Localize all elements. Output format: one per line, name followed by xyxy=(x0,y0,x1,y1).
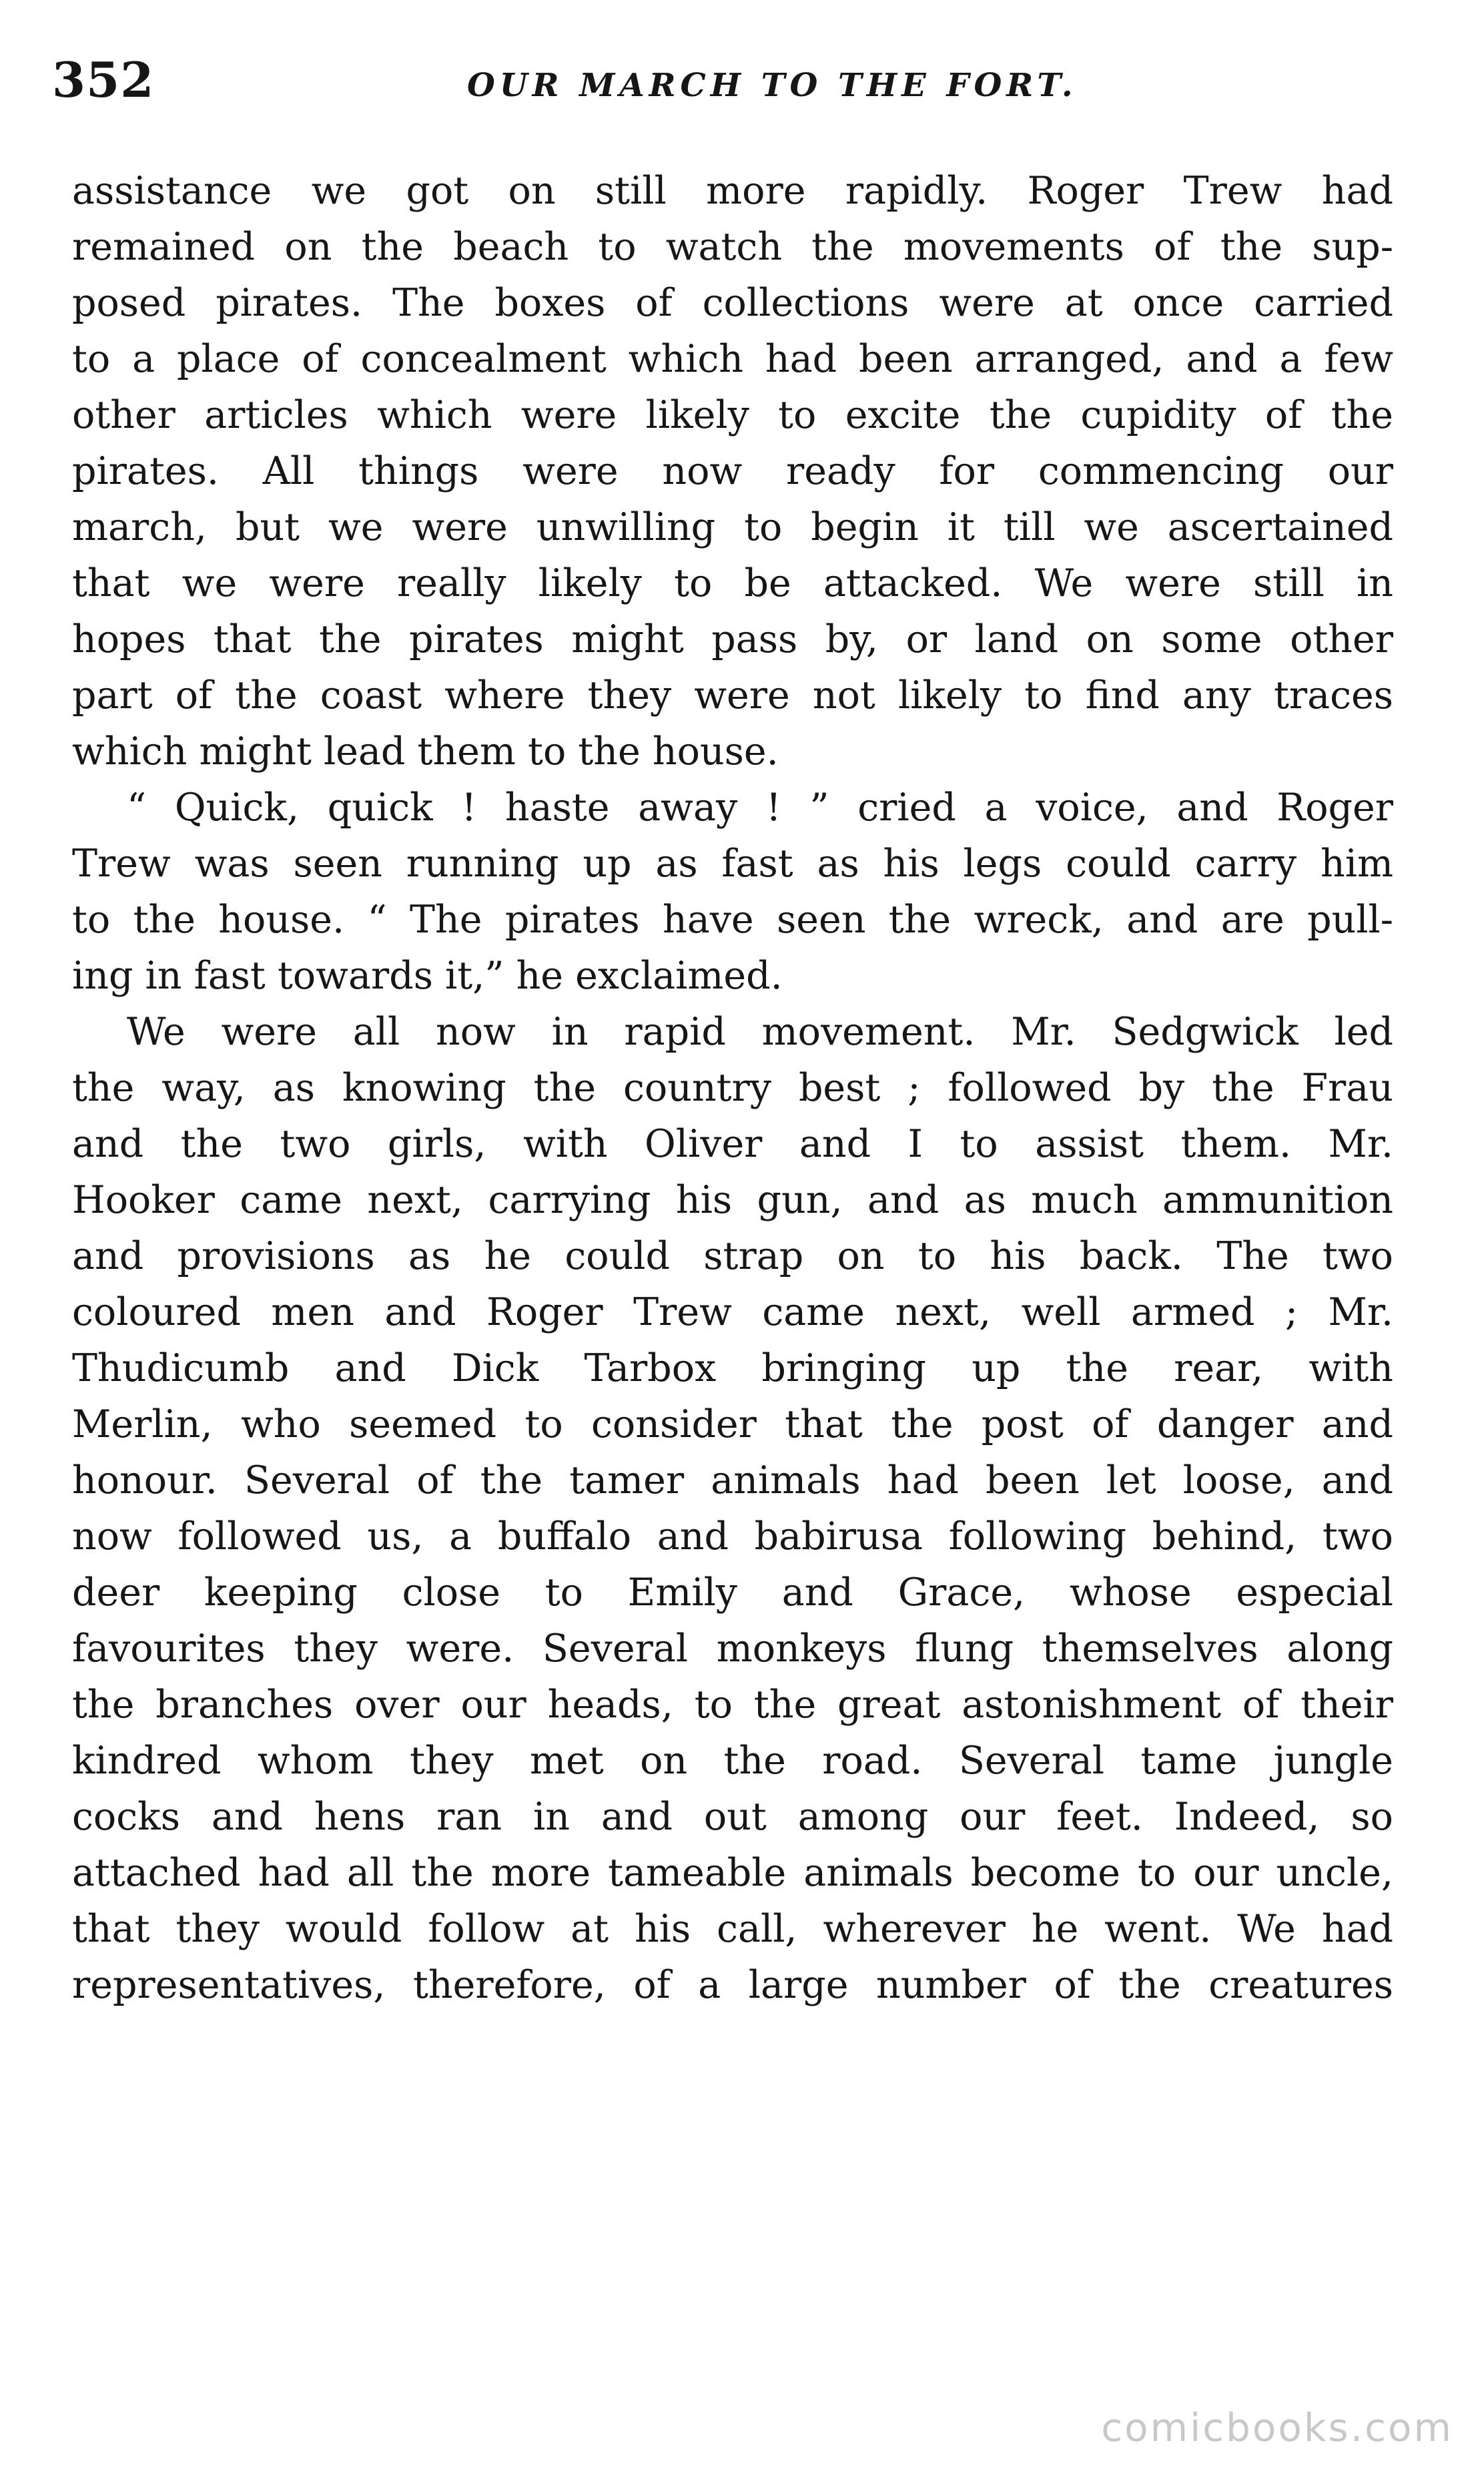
text-line: that we were really likely to be attacked. We were still in xyxy=(72,561,1393,605)
text-line: representatives, therefore, of a large number of the creatures xyxy=(72,1963,1393,2007)
text-line: and provisions as he could strap on to his back. The two xyxy=(72,1234,1393,1278)
paragraph-start-line: We were all now in rapid movement. Mr. Sedgwick led xyxy=(127,1010,1393,1054)
text-line: Merlin, who seemed to consider that the post of danger and xyxy=(72,1402,1393,1446)
text-line: Hooker came next, carrying his gun, and as much ammunition xyxy=(72,1178,1393,1222)
paragraph-end-line: ing in fast towards it,” he exclaimed. xyxy=(72,954,783,998)
paragraph-start-line: “ Quick, quick ! haste away ! ” cried a voice, and Roger xyxy=(127,786,1393,830)
text-line: kindred whom they met on the road. Several tame jungle xyxy=(72,1739,1393,1783)
text-line: posed pirates. The boxes of collections were at once carried xyxy=(72,281,1393,325)
text-line: favourites they were. Several monkeys flung themselves along xyxy=(72,1627,1393,1671)
text-line: the branches over our heads, to the great astonishment of their xyxy=(72,1683,1393,1727)
text-line: honour. Several of the tamer animals had been let loose, and xyxy=(72,1458,1393,1502)
text-line: Thudicumb and Dick Tarbox bringing up the rear, with xyxy=(72,1346,1393,1390)
text-line: hopes that the pirates might pass by, or land on some other xyxy=(72,617,1393,661)
paragraph-end-line: which might lead them to the house. xyxy=(72,730,779,774)
text-line: pirates. All things were now ready for commencing our xyxy=(72,449,1393,493)
text-line: the way, as knowing the country best ; followed by the Frau xyxy=(72,1066,1393,1110)
text-line: to a place of concealment which had been arranged, and a few xyxy=(72,337,1393,381)
running-title: OUR MARCH TO THE FORT. xyxy=(467,67,1078,104)
text-line: and the two girls, with Oliver and I to assist them. Mr. xyxy=(72,1122,1393,1166)
watermark: comicbooks.com xyxy=(1101,2405,1453,2450)
text-line: Trew was seen running up as fast as his legs could carry him xyxy=(72,842,1393,886)
text-line: cocks and hens ran in and out among our feet. Indeed, so xyxy=(72,1795,1393,1839)
text-line: deer keeping close to Emily and Grace, whose especial xyxy=(72,1571,1393,1615)
text-line: to the house. “ The pirates have seen the wreck, and are pull- xyxy=(72,898,1393,942)
text-line: assistance we got on still more rapidly. Roger Trew had xyxy=(72,169,1393,213)
text-line: part of the coast where they were not likely to find any traces xyxy=(72,673,1393,718)
text-line: that they would follow at his call, wherever he went. We had xyxy=(72,1907,1393,1951)
text-line: now followed us, a buffalo and babirusa following behind, two xyxy=(72,1514,1393,1559)
text-line: attached had all the more tameable animals become to our uncle, xyxy=(72,1851,1393,1895)
text-line: coloured men and Roger Trew came next, well armed ; Mr. xyxy=(72,1290,1393,1334)
text-line: march, but we were unwilling to begin it till we ascertained xyxy=(72,505,1393,549)
text-line: remained on the beach to watch the movements of the sup- xyxy=(72,225,1393,269)
text-line: other articles which were likely to excite the cupidity of the xyxy=(72,393,1393,437)
page-number: 352 xyxy=(52,51,155,108)
